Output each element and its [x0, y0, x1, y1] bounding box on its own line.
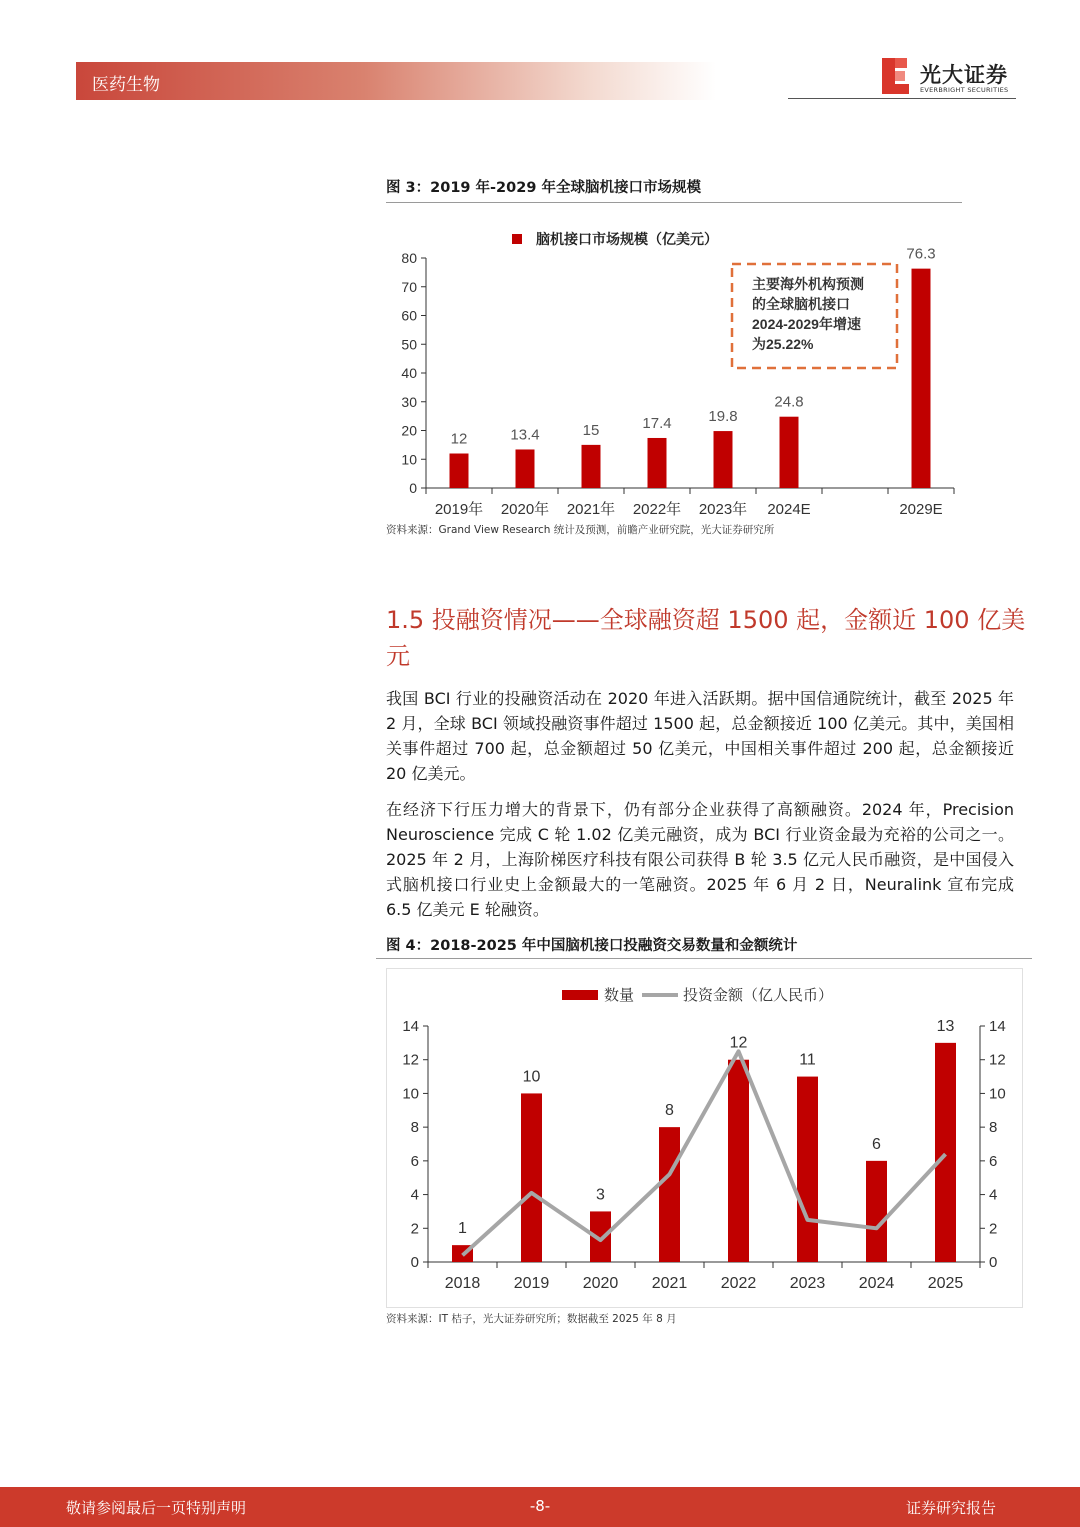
- paragraph: 我国 BCI 行业的投融资活动在 2020 年进入活跃期。据中国信通院统计，截至 2025 年 2 月，全球 BCI 领域投融资事件超过 1500 起，总金额接近 100 亿美元。其中，美国相关事件超过 700 起，总金额超过 50 亿美元，中国相关事件超过 200 起，总金额接近 20 亿美元。: [386, 689, 1014, 783]
- chart1-y-tick-label: 0: [409, 480, 417, 496]
- chart2-left-tick-label: 6: [410, 1152, 419, 1170]
- chart2-bar: [521, 1093, 542, 1262]
- figure4-title: 图 4：2018-2025 年中国脑机接口投融资交易数量和金额统计: [386, 938, 798, 954]
- chart1-y-tick-label: 50: [401, 336, 417, 353]
- chart1-bar: [714, 431, 733, 488]
- chart2-left-tick-label: 2: [410, 1220, 419, 1238]
- chart2-data-label: 10: [522, 1068, 541, 1086]
- chart1-data-label: 24.8: [774, 393, 804, 411]
- chart1-data-label: 15: [582, 421, 600, 439]
- chart2-data-label: 6: [872, 1135, 881, 1153]
- footer-report-type: 证券研究报告: [906, 1499, 997, 1517]
- chart2-right-tick-label: 14: [989, 1018, 1006, 1035]
- chart1-y-tick-label: 40: [401, 365, 417, 381]
- figure3-title: 图 3：2019 年-2029 年全球脑机接口市场规模: [386, 180, 701, 196]
- chart2-left-tick-label: 12: [402, 1051, 419, 1069]
- everbright-logo-icon: [878, 56, 912, 96]
- chart1-bar: [582, 445, 601, 488]
- footer-disclaimer: 敬请参阅最后一页特别声明: [66, 1499, 247, 1517]
- header-rule: [788, 98, 1016, 99]
- chart2-left-tick-label: 4: [410, 1186, 419, 1204]
- chart1-x-tick-label: 2020年: [500, 501, 550, 518]
- chart2-x-tick-label: 2022: [720, 1275, 757, 1292]
- chart2-right-tick-label: 4: [989, 1186, 998, 1204]
- chart1-legend-label: 脑机接口市场规模（亿美元）: [536, 231, 718, 247]
- chart1-legend: [512, 231, 718, 247]
- figure3-chart: [386, 226, 966, 520]
- chart1-bar: [648, 438, 667, 488]
- chart2-frame: [387, 969, 1023, 1308]
- chart2-legend-bar-swatch: [562, 990, 598, 1000]
- chart1-data-label: 19.8: [708, 408, 738, 426]
- chart1-y-tick-label: 80: [401, 250, 417, 266]
- chart2-x-tick-label: 2021: [651, 1275, 688, 1292]
- chart2-data-label: 1: [458, 1220, 467, 1238]
- chart1-legend-swatch: [512, 234, 522, 244]
- chart1-annotation-line: 2024-2029年增速: [752, 316, 861, 332]
- section-heading: 1.5 投融资情况——全球融资超 1500 起，金额近 100 亿美元: [386, 606, 1026, 670]
- chart2-left-tick-label: 0: [410, 1254, 419, 1271]
- chart2-x-tick-label: 2018: [444, 1275, 481, 1292]
- chart1-y-tick-label: 30: [401, 393, 417, 410]
- chart1-annotation-line: 为25.22%: [752, 336, 814, 352]
- chart2-right-tick-label: 12: [989, 1051, 1006, 1069]
- chart1-data-label: 12: [450, 430, 468, 448]
- chart2-left-tick-label: 8: [410, 1119, 419, 1137]
- chart1-annotation-line: 主要海外机构预测: [752, 276, 864, 292]
- chart2-right-tick-label: 6: [989, 1152, 998, 1170]
- chart2-right-tick-label: 10: [989, 1085, 1006, 1103]
- chart1-x-axis: [426, 488, 954, 518]
- figure3-title-rule: [386, 202, 962, 203]
- chart2-x-tick-label: 2023: [789, 1275, 826, 1292]
- chart1-y-tick-label: 10: [401, 451, 417, 468]
- chart2-left-tick-label: 10: [402, 1085, 419, 1103]
- chart1-bar: [450, 454, 469, 489]
- figure4-chart: [386, 968, 1023, 1308]
- chart1-annotation: [732, 264, 897, 368]
- chart2-legend-line-label: 投资金额（亿人民币）: [683, 987, 834, 1004]
- chart1-y-tick-label: 20: [401, 422, 417, 439]
- chart1-bar: [912, 269, 931, 488]
- page-number: -8-: [529, 1497, 551, 1515]
- chart2-legend-bar-label: 数量: [604, 987, 635, 1004]
- chart1-y-axis: [401, 250, 426, 496]
- chart1-bar: [780, 417, 799, 488]
- chart2-x-tick-label: 2024: [858, 1275, 895, 1292]
- chart1-data-label: 76.3: [906, 245, 936, 263]
- chart1-x-tick-label: 2019年: [434, 501, 484, 518]
- chart2-x-tick-label: 2025: [927, 1275, 964, 1292]
- header-band: [76, 62, 716, 100]
- chart1-bar: [516, 449, 535, 488]
- chart2-bar: [728, 1060, 749, 1262]
- chart1-data-label: 13.4: [510, 426, 540, 444]
- chart2-data-label: 12: [729, 1034, 748, 1052]
- chart2-right-tick-label: 2: [989, 1220, 998, 1238]
- chart2-x-tick-label: 2020: [582, 1275, 619, 1292]
- chart2-right-tick-label: 0: [989, 1254, 998, 1271]
- section-label: 医药生物: [92, 75, 160, 95]
- brand-name-en: EVERBRIGHT SECURITIES: [920, 86, 1009, 94]
- chart2-bar: [866, 1161, 887, 1262]
- paragraph: 在经济下行压力增大的背景下，仍有部分企业获得了高额融资。2024 年，Precision Neuroscience 完成 C 轮 1.02 亿美元融资，成为 BCI 行业资金最为充裕的公司之一。2025 年 2 月，上海阶梯医疗科技有限公司获得 B 轮 3.5 亿元人民币融资，是中国侵入式脑机接口行业史上金额最大的一笔融资。2025 年 6 月 2 日，Neuralink 宣布完成 6.5 亿美元 E 轮融资。: [386, 800, 1014, 919]
- chart1-x-tick-label: 2022年: [632, 501, 682, 518]
- chart1-annotation-line: 的全球脑机接口: [752, 296, 850, 312]
- chart1-data-label: 17.4: [642, 414, 672, 432]
- figure4-title-rule: [376, 958, 1032, 959]
- chart2-bar: [659, 1127, 680, 1262]
- chart2-data-label: 13: [936, 1017, 955, 1035]
- chart1-y-tick-label: 60: [401, 307, 417, 324]
- chart2-data-label: 3: [596, 1186, 605, 1204]
- chart2-left-tick-label: 14: [402, 1018, 419, 1035]
- chart2-x-tick-label: 2019: [513, 1275, 550, 1292]
- chart2-bar: [935, 1043, 956, 1262]
- chart1-x-tick-label: 2029E: [899, 501, 943, 518]
- chart1-x-tick-label: 2024E: [767, 501, 811, 518]
- figure3-source: 资料来源：Grand View Research 统计及预测，前瞻产业研究院，光大证券研究所: [386, 524, 775, 536]
- chart2-right-tick-label: 8: [989, 1119, 998, 1137]
- brand-name: 光大证券: [920, 63, 1008, 87]
- chart2-bar: [797, 1077, 818, 1262]
- chart1-x-tick-label: 2021年: [566, 501, 616, 518]
- chart2-data-label: 8: [665, 1102, 674, 1120]
- chart1-x-tick-label: 2023年: [698, 501, 748, 518]
- chart1-y-tick-label: 70: [401, 278, 417, 295]
- chart2-data-label: 11: [799, 1051, 816, 1069]
- figure4-source: 资料来源：IT 桔子，光大证券研究所；数据截至 2025 年 8 月: [386, 1313, 677, 1325]
